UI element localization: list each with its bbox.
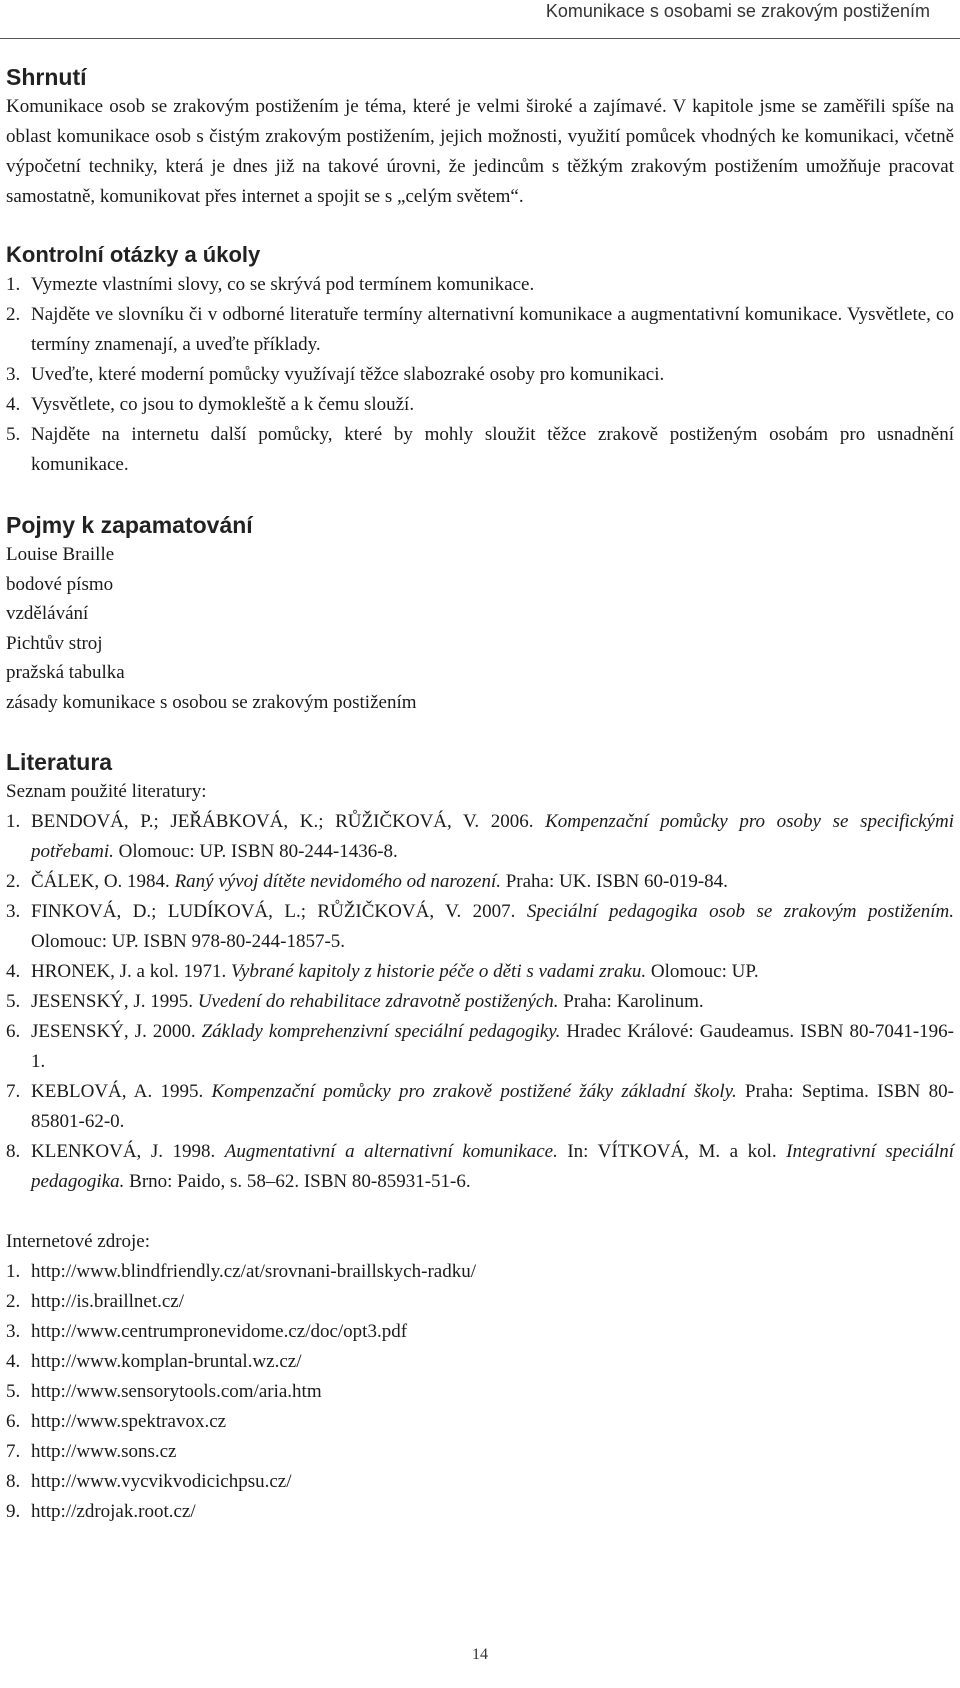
reference-item: 3. FINKOVÁ, D.; LUDÍKOVÁ, L.; RŮŽIČKOVÁ, V. 2007. Speciální pedagogika osob se zrakovým postižením. Olomouc: UP. ISBN 978-80-244-1857-5.	[6, 901, 955, 952]
source-url[interactable]: http://www.vycvikvodicichpsu.cz/	[31, 1471, 292, 1492]
questions-heading: Kontrolní otázky a úkoly	[6, 242, 261, 267]
terms-heading: Pojmy k zapamatování	[6, 512, 253, 538]
source-url[interactable]: http://www.sensorytools.com/aria.htm	[31, 1381, 322, 1402]
reference-item: 2. ČÁLEK, O. 1984. Raný vývoj dítěte nevidomého od narození. Praha: UK. ISBN 60-019-84.	[6, 871, 728, 892]
question-item: 3. Uveďte, které moderní pomůcky využívají těžce slabozraké osoby pro komunikaci.	[6, 364, 665, 385]
summary-section	[6, 62, 954, 212]
term-item: zásady komunikace s osobou se zrakovým postižením	[6, 691, 417, 713]
term-item: Pichtův stroj	[6, 632, 103, 654]
question-item: 4. Vysvětlete, co jsou to dymokleště a k čemu slouží.	[6, 394, 415, 415]
page-number: 14	[472, 1646, 488, 1663]
source-url[interactable]: http://www.sons.cz	[31, 1441, 177, 1462]
internet-sources-list	[6, 1257, 954, 1527]
reference-item: 4. HRONEK, J. a kol. 1971. Vybrané kapitoly z historie péče o děti s vadami zraku. Olomouc: UP.	[6, 961, 759, 982]
terms-section	[6, 510, 954, 717]
reference-item: 1. BENDOVÁ, P.; JEŘÁBKOVÁ, K.; RŮŽIČKOVÁ, V. 2006. Kompenzační pomůcky pro osoby se specifickými potřebami. Olomouc: UP. ISBN 80-244-1436-8.	[6, 811, 954, 862]
summary-heading: Shrnutí	[6, 64, 87, 90]
source-url[interactable]: http://www.centrumpronevidome.cz/doc/opt3.pdf	[31, 1321, 408, 1342]
literature-section	[6, 747, 954, 1197]
source-url[interactable]: http://www.komplan-bruntal.wz.cz/	[31, 1351, 302, 1372]
question-item: 5. Najděte na internetu další pomůcky, které by mohly sloužit těžce zrakově postiženým osobám pro usnadnění komunikace.	[6, 424, 954, 475]
source-link-item[interactable]: 5. http://www.sensorytools.com/aria.htm	[6, 1381, 322, 1402]
question-item: 1. Vymezte vlastními slovy, co se skrývá pod termínem komunikace.	[6, 274, 535, 295]
page-content	[6, 62, 954, 1527]
literature-intro: Seznam použité literatury:	[6, 781, 207, 802]
literature-heading: Literatura	[6, 749, 113, 775]
source-url[interactable]: http://www.spektravox.cz	[31, 1411, 227, 1432]
term-item: Louise Braille	[6, 544, 115, 565]
running-header	[0, 0, 960, 39]
source-link-item[interactable]: 1. http://www.blindfriendly.cz/at/srovnani-braillskych-radku/	[6, 1261, 476, 1282]
reference-item: 7. KEBLOVÁ, A. 1995. Kompenzační pomůcky pro zrakově postižené žáky základní školy. Praha: Septima. ISBN 80-85801-62-0.	[6, 1081, 954, 1132]
question-item: 2. Najděte ve slovníku či v odborné literatuře termíny alternativní komunikace a augmentativní komunikace. Vysvětlete, co termíny znamenají, a uveďte příklady.	[6, 304, 954, 355]
source-link-item[interactable]: 9. http://zdrojak.root.cz/	[6, 1501, 196, 1522]
source-link-item[interactable]: 2. http://is.braillnet.cz/	[6, 1291, 185, 1312]
term-item: pražská tabulka	[6, 662, 125, 683]
source-url[interactable]: http://zdrojak.root.cz/	[31, 1501, 196, 1522]
source-url[interactable]: http://www.blindfriendly.cz/at/srovnani-braillskych-radku/	[31, 1261, 476, 1282]
terms-list	[6, 540, 954, 717]
source-link-item[interactable]: 8. http://www.vycvikvodicichpsu.cz/	[6, 1471, 292, 1492]
source-url[interactable]: http://is.braillnet.cz/	[31, 1291, 185, 1312]
internet-sources-section	[6, 1227, 954, 1527]
term-item: bodové písmo	[6, 573, 114, 595]
questions-list	[6, 270, 954, 480]
literature-list	[6, 807, 954, 1197]
running-title: Komunikace s osobami se zrakovým postižením	[545, 1, 930, 21]
source-link-item[interactable]: 7. http://www.sons.cz	[6, 1441, 177, 1462]
term-item: vzdělávání	[6, 603, 89, 624]
reference-item: 5. JESENSKÝ, J. 1995. Uvedení do rehabilitace zdravotně postižených. Praha: Karolinum.	[6, 991, 704, 1012]
questions-section	[6, 240, 954, 480]
summary-text: Komunikace osob se zrakovým postižením je téma, které je velmi široké a zajímavé. V kapitole jsme se zaměřili spíše na oblast komunikace osob s čistým zrakovým postižením, jejich možnosti, využití pomůcek vhodných ke komunikaci, včetně výpočetní techniky, která je dnes již na takové úrovni, že jedincům s těžkým zrakovým postižením umožňuje pracovat samostatně, komunikovat přes internet a spojit se s „celým světem“.	[6, 96, 954, 207]
reference-item: 6. JESENSKÝ, J. 2000. Základy komprehenzivní speciální pedagogiky. Hradec Králové: Gaudeamus. ISBN 80-7041-196-1.	[6, 1021, 954, 1072]
source-link-item[interactable]: 6. http://www.spektravox.cz	[6, 1411, 227, 1432]
internet-sources-intro: Internetové zdroje:	[6, 1231, 151, 1252]
source-link-item[interactable]: 3. http://www.centrumpronevidome.cz/doc/opt3.pdf	[6, 1321, 408, 1342]
source-link-item[interactable]: 4. http://www.komplan-bruntal.wz.cz/	[6, 1351, 302, 1372]
reference-item: 8. KLENKOVÁ, J. 1998. Augmentativní a alternativní komunikace. In: VÍTKOVÁ, M. a kol. Integrativní speciální pedagogika. Brno: Paido, s. 58–62. ISBN 80-85931-51-6.	[6, 1141, 955, 1192]
